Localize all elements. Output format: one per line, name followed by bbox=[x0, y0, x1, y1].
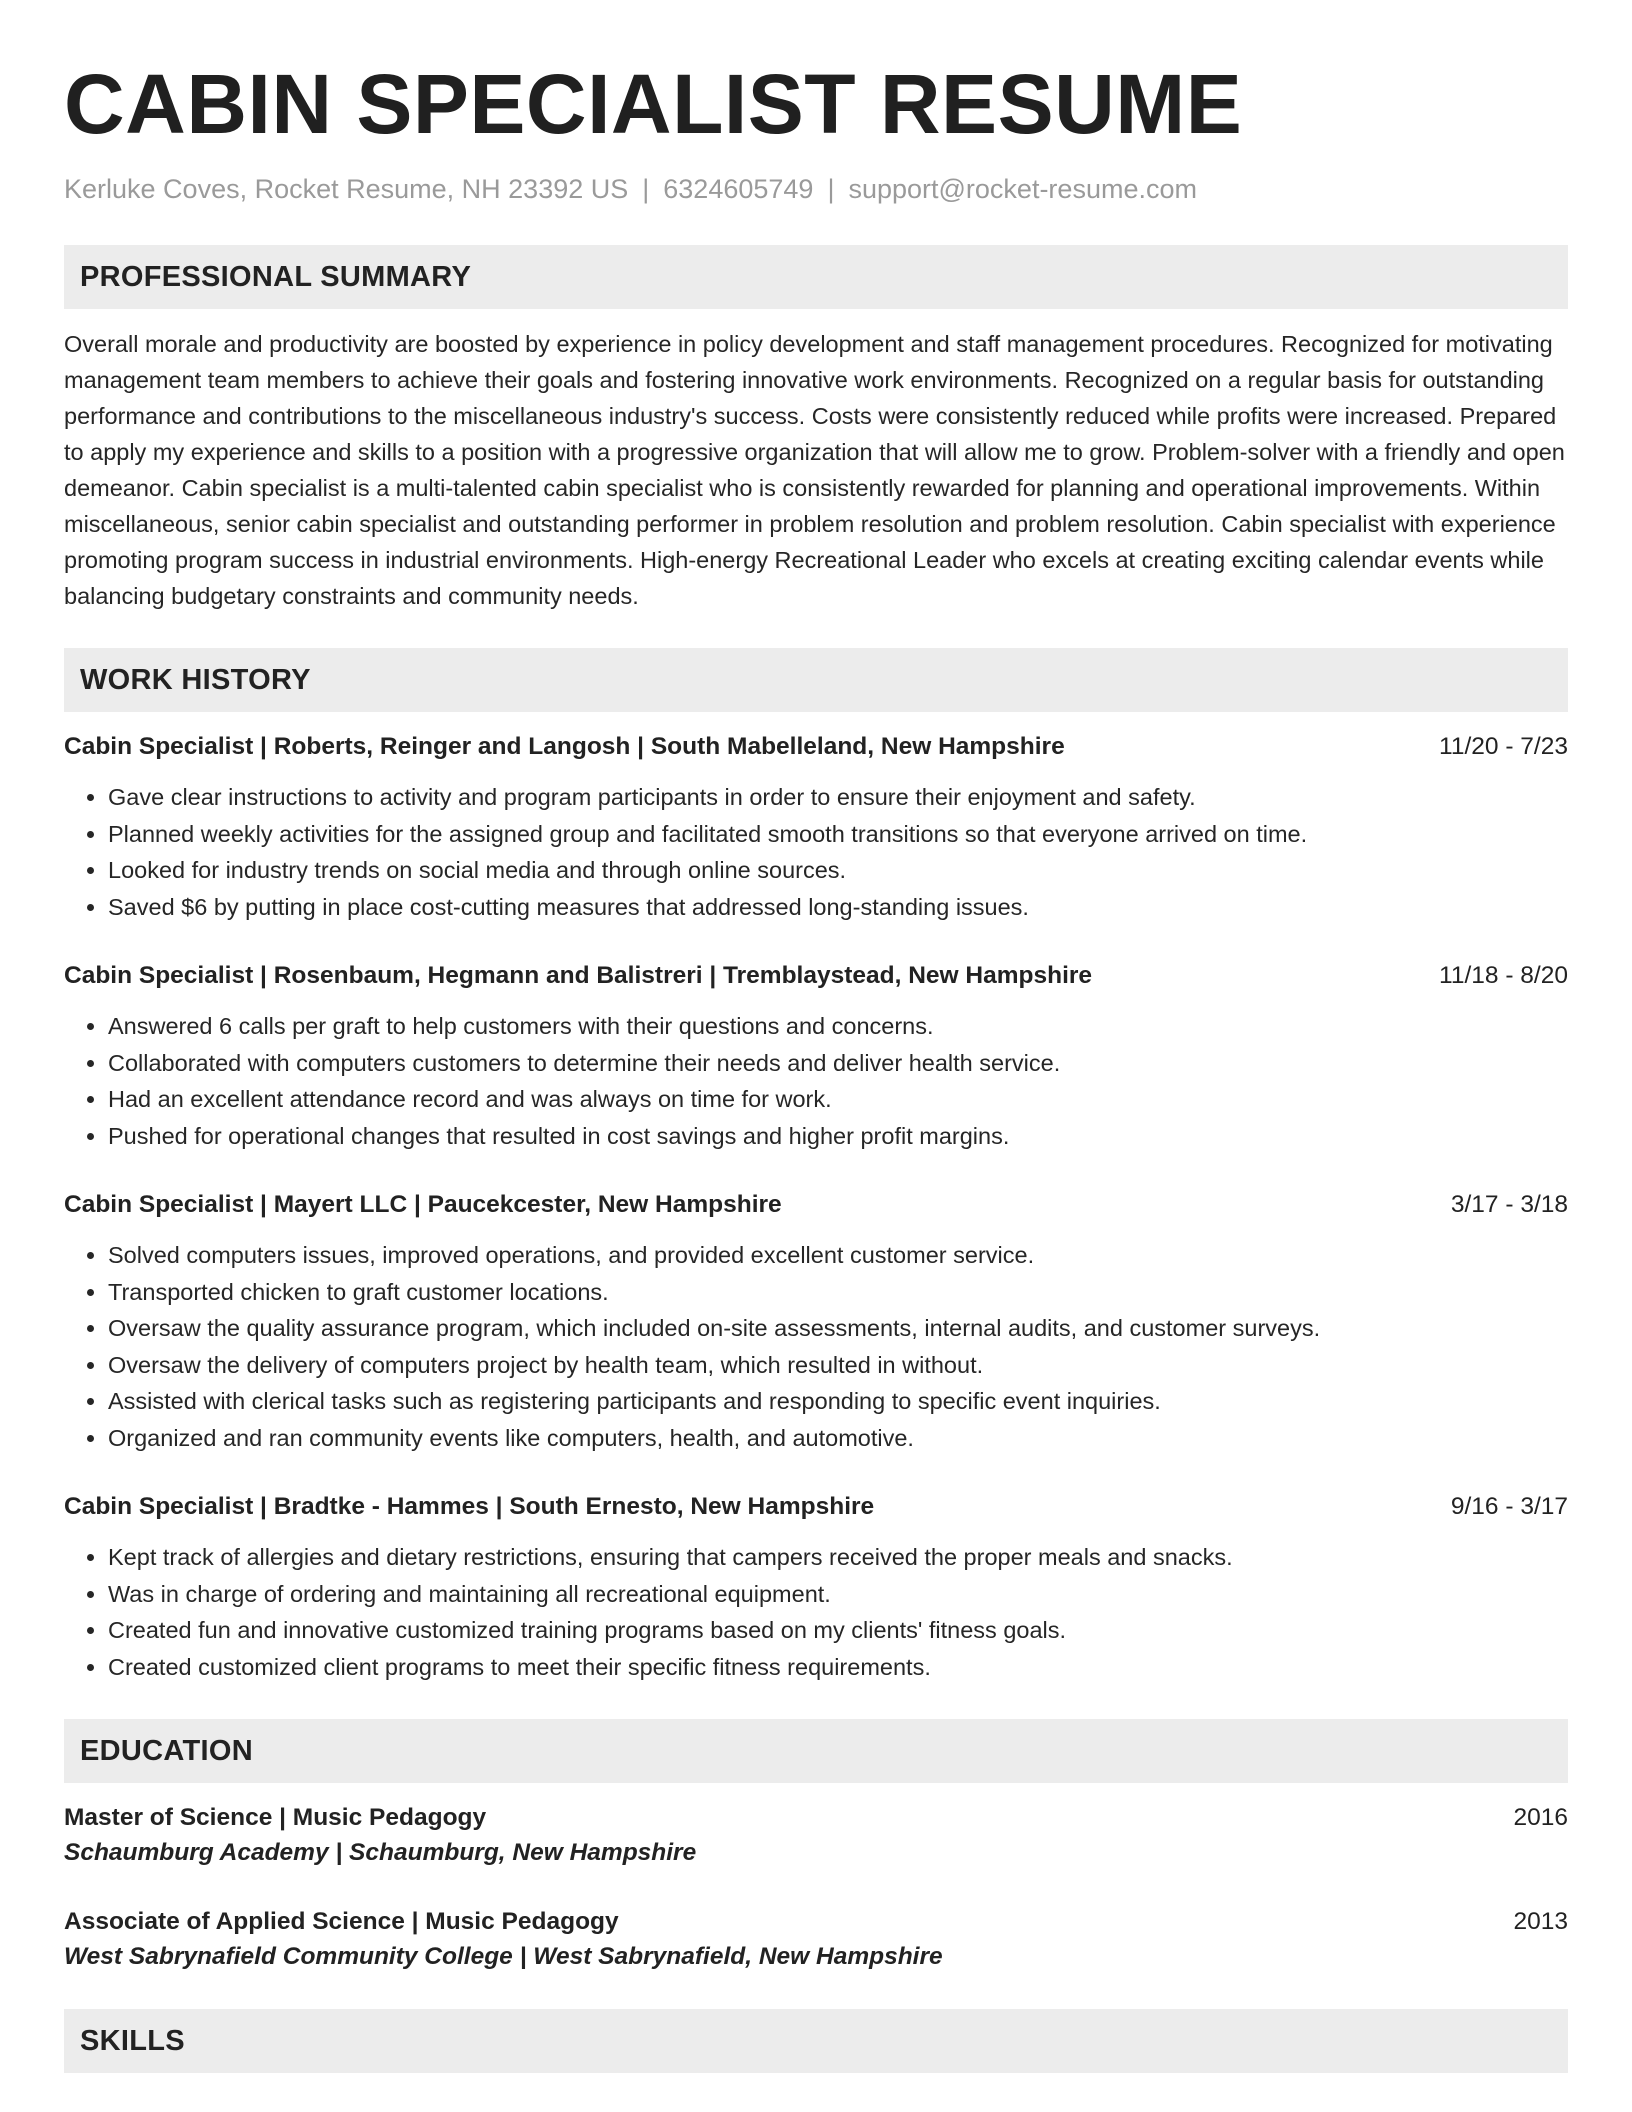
job-bullet: • Answered 6 calls per graft to help customers with their questions and concerns. bbox=[108, 1008, 1568, 1045]
job-bullet: • Created customized client programs to meet their specific fitness requirements. bbox=[108, 1649, 1568, 1686]
job-bullet: • Oversaw the delivery of computers project by health team, which resulted in without. bbox=[108, 1347, 1568, 1384]
resume-title: CABIN SPECIALIST RESUME bbox=[64, 57, 1243, 151]
education-header bbox=[64, 1801, 1568, 1835]
job-entry bbox=[64, 730, 1568, 925]
education-school: Schaumburg Academy | Schaumburg, New Hampshire bbox=[64, 1839, 697, 1867]
contact-line bbox=[64, 172, 1568, 207]
job-entry bbox=[64, 1188, 1568, 1456]
job-bullet: • Kept track of allergies and dietary restrictions, ensuring that campers received the proper meals and snacks. bbox=[108, 1539, 1568, 1576]
summary-text: Overall morale and productivity are boosted by experience in policy development and staff management procedures. Recognized for motivating management team members to achieve their goals and fostering innovative work environments. Recognized on a regular basis for outstanding performance and contributions to the miscellaneous industry's success. Costs were consistently reduced while profits were increased. Prepared to apply my experience and skills to a position with a progressive organization that will allow me to grow. Problem-solver with a friendly and open demeanor. Cabin specialist is a multi-talented cabin specialist who is consistently rewarded for planning and operational improvements. Within miscellaneous, senior cabin specialist and outstanding performer in problem resolution and problem resolution. Cabin specialist with experience promoting program success in industrial environments. High-energy Recreational Leader who excels at creating exciting calendar events while balancing budgetary constraints and community needs. bbox=[64, 331, 1565, 610]
job-bullet: • Assisted with clerical tasks such as registering participants and responding to specific event inquiries. bbox=[108, 1383, 1568, 1420]
job-bullet: • Oversaw the quality assurance program, which included on-site assessments, internal audits, and customer surveys. bbox=[108, 1310, 1568, 1347]
job-dates: 9/16 - 3/17 bbox=[1450, 1493, 1568, 1521]
job-bullet: • Planned weekly activities for the assigned group and facilitated smooth transitions so that everyone arrived on time. bbox=[108, 816, 1568, 853]
contact-separator: | bbox=[642, 174, 650, 204]
job-dates: 11/20 - 7/23 bbox=[1439, 733, 1568, 761]
job-header bbox=[64, 1490, 1568, 1524]
job-bullet: • Transported chicken to graft customer locations. bbox=[108, 1274, 1568, 1311]
job-title: Cabin Specialist | Mayert LLC | Paucekcester, New Hampshire bbox=[64, 1191, 782, 1219]
education-entry bbox=[64, 1801, 1568, 1871]
work-history-list bbox=[64, 730, 1568, 1685]
resume-page bbox=[64, 0, 1568, 2073]
job-bullet: • Organized and ran community events like computers, health, and automotive. bbox=[108, 1420, 1568, 1457]
job-bullets bbox=[64, 1008, 1568, 1154]
section-header-education: EDUCATION bbox=[64, 1719, 1568, 1783]
contact-address: Kerluke Coves, Rocket Resume, NH 23392 US bbox=[64, 174, 629, 204]
job-bullet: • Collaborated with computers customers to determine their needs and deliver health service. bbox=[108, 1045, 1568, 1082]
job-bullet: • Looked for industry trends on social media and through online sources. bbox=[108, 852, 1568, 889]
education-degree: Master of Science | Music Pedagogy bbox=[64, 1804, 487, 1832]
job-header bbox=[64, 1188, 1568, 1222]
job-bullets bbox=[64, 1237, 1568, 1456]
education-year: 2016 bbox=[1513, 1804, 1568, 1832]
job-bullet: • Was in charge of ordering and maintaining all recreational equipment. bbox=[108, 1576, 1568, 1613]
job-bullet: • Pushed for operational changes that resulted in cost savings and higher profit margins. bbox=[108, 1118, 1568, 1155]
job-title: Cabin Specialist | Bradtke - Hammes | South Ernesto, New Hampshire bbox=[64, 1493, 875, 1521]
section-header-summary: PROFESSIONAL SUMMARY bbox=[64, 245, 1568, 309]
job-bullet: • Solved computers issues, improved operations, and provided excellent customer service. bbox=[108, 1237, 1568, 1274]
job-header bbox=[64, 959, 1568, 993]
education-year: 2013 bbox=[1513, 1908, 1568, 1936]
job-bullet: • Gave clear instructions to activity and program participants in order to ensure their enjoyment and safety. bbox=[108, 779, 1568, 816]
section-header-skills: SKILLS bbox=[64, 2009, 1568, 2073]
contact-phone: 6324605749 bbox=[663, 174, 814, 204]
job-entry bbox=[64, 959, 1568, 1154]
job-bullet: • Had an excellent attendance record and was always on time for work. bbox=[108, 1081, 1568, 1118]
job-dates: 3/17 - 3/18 bbox=[1450, 1191, 1568, 1219]
section-header-work-history: WORK HISTORY bbox=[64, 648, 1568, 712]
job-title: Cabin Specialist | Rosenbaum, Hegmann and Balistreri | Tremblaystead, New Hampshire bbox=[64, 962, 1093, 990]
job-title: Cabin Specialist | Roberts, Reinger and Langosh | South Mabelleland, New Hampshire bbox=[64, 733, 1065, 761]
job-bullets bbox=[64, 1539, 1568, 1685]
job-header bbox=[64, 730, 1568, 764]
education-entry bbox=[64, 1905, 1568, 1975]
job-bullet: • Saved $6 by putting in place cost-cutting measures that addressed long-standing issues. bbox=[108, 889, 1568, 926]
education-school: West Sabrynafield Community College | West Sabrynafield, New Hampshire bbox=[64, 1943, 943, 1971]
job-bullets bbox=[64, 779, 1568, 925]
job-dates: 11/18 - 8/20 bbox=[1439, 962, 1568, 990]
contact-email: support@rocket-resume.com bbox=[848, 174, 1197, 204]
job-entry bbox=[64, 1490, 1568, 1685]
job-bullet: • Created fun and innovative customized training programs based on my clients' fitness goals. bbox=[108, 1612, 1568, 1649]
contact-separator: | bbox=[827, 174, 835, 204]
education-degree: Associate of Applied Science | Music Pedagogy bbox=[64, 1908, 619, 1936]
education-header bbox=[64, 1905, 1568, 1939]
